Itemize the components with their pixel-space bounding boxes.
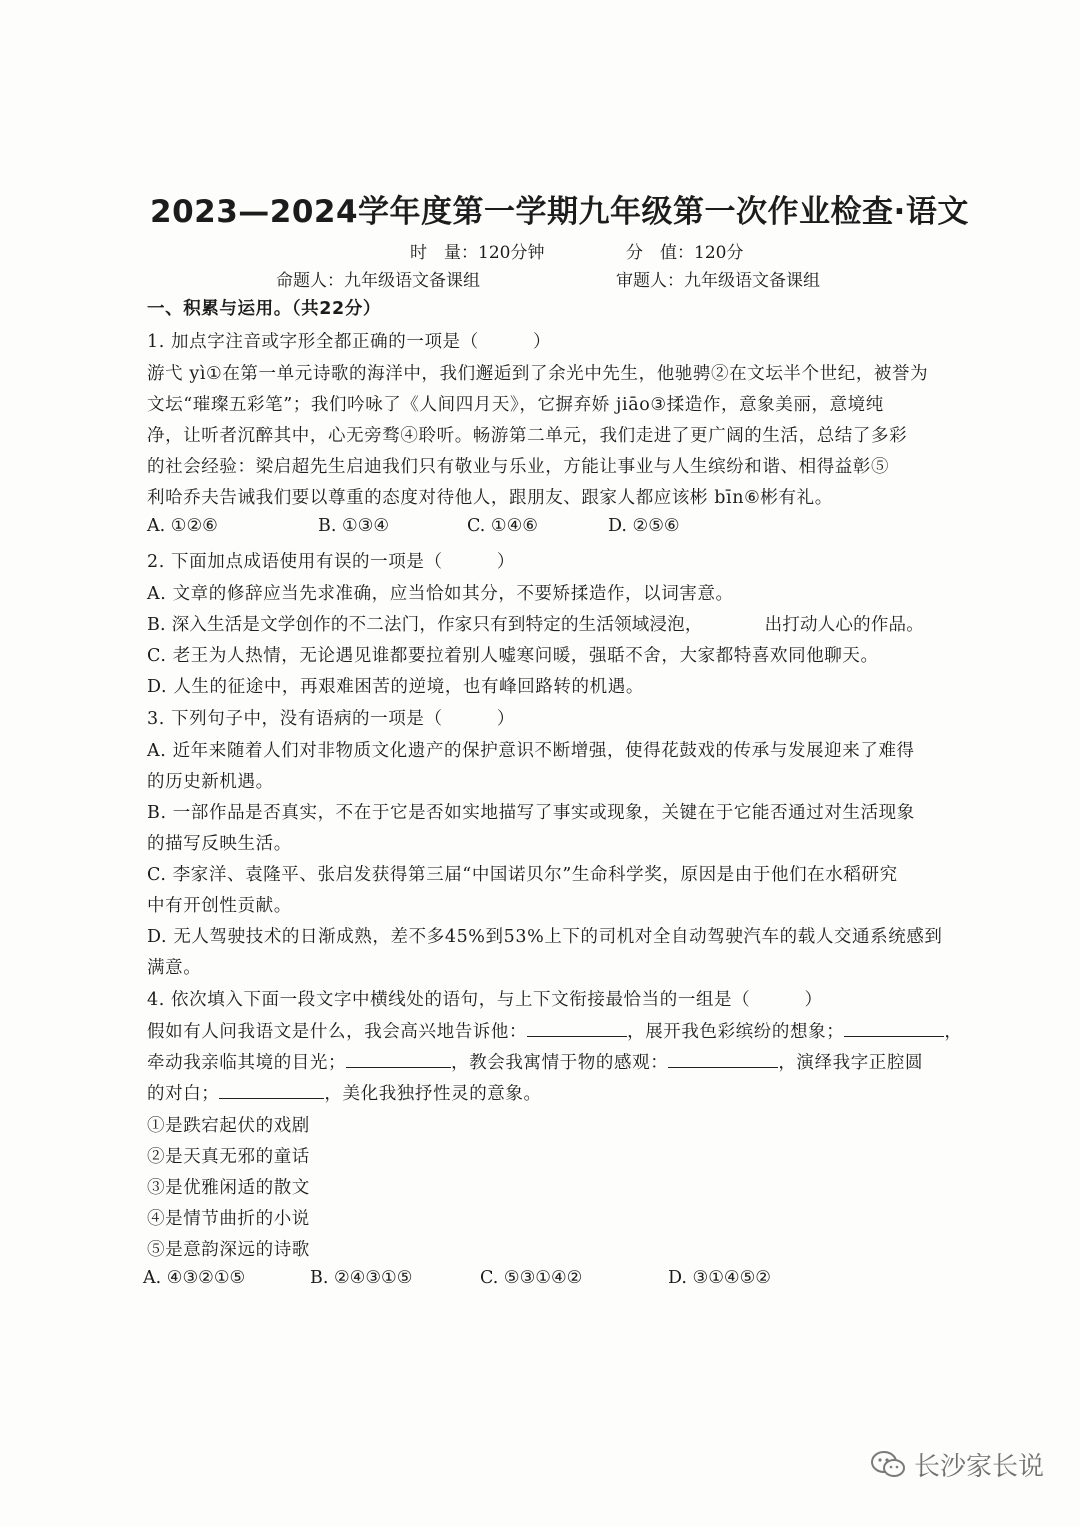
question-1-text-line: 游弋 yì①在第一单元诗歌的海洋中，我们邂逅到了余光中先生，他驰骋②在文坛半个世纪，被誉为	[147, 364, 929, 384]
question-2-stem: 2. 下面加点成语使用有误的一项是（ ）	[147, 552, 515, 572]
question-4-text-line	[147, 1080, 542, 1105]
exam-score: 分 值：120分	[626, 243, 744, 263]
question-3-text-line: D. 无人驾驶技术的日渐成熟，差不多45%到53%上下的司机对全自动驾驶汽车的载人交通系统感到	[147, 927, 943, 947]
question-1-option-b: B. ①③④	[318, 516, 390, 536]
question-1-text-line: 净，让听者沉醉其中，心无旁骛④聆听。畅游第二单元，我们走进了更广阔的生活，总结了多彩	[147, 426, 908, 446]
question-3-text-line: 的历史新机遇。	[147, 772, 274, 792]
text-segment: 假如有人问我语文是什么，我会高兴地告诉他：	[147, 1022, 528, 1042]
question-1-text-line: 文坛“璀璨五彩笔”；我们吟咏了《人间四月天》，它摒弃娇 jiāo③揉造作，意象美丽，意境纯	[147, 395, 884, 415]
question-1-option-c: C. ①④⑥	[467, 516, 538, 536]
question-1-stem: 1. 加点字注音或字形全都正确的一项是（ ）	[147, 332, 552, 352]
question-4-choice: ③是优雅闲适的散文	[147, 1178, 310, 1198]
text-segment: ，展开我色彩缤纷的想象；	[627, 1022, 845, 1042]
question-2-option-b: B. 深入生活是文学创作的不二法门，作家只有到特定的生活领域浸泡， 出打动人心的作品。	[147, 615, 924, 635]
question-1-option-a: A. ①②⑥	[147, 516, 218, 536]
watermark-text: 长沙家长说	[914, 1452, 1045, 1482]
question-4-option-a: A. ④③②①⑤	[143, 1268, 246, 1288]
fill-blank[interactable]	[844, 1022, 944, 1037]
question-4-text-line	[147, 1018, 962, 1043]
question-2-option-a: A. 文章的修辞应当先求准确，应当恰如其分，不要矫揉造作，以词害意。	[147, 584, 734, 604]
question-3-text-line: 的描写反映生活。	[147, 834, 292, 854]
question-4-choice: ②是天真无邪的童话	[147, 1147, 310, 1167]
question-3-text-line: C. 李家洋、袁隆平、张启发获得第三届“中国诺贝尔”生命科学奖，原因是由于他们在水稻研究	[147, 865, 898, 885]
question-3-stem: 3. 下列句子中，没有语病的一项是（ ）	[147, 709, 515, 729]
question-3-text-line: 满意。	[147, 958, 202, 978]
question-4-choice: ④是情节曲折的小说	[147, 1209, 310, 1229]
exam-author: 命题人：九年级语文备课组	[276, 271, 480, 291]
text-segment: 牵动我亲临其境的目光；	[147, 1053, 347, 1073]
exam-time: 时 量：120分钟	[410, 243, 545, 263]
question-3-text-line: B. 一部作品是否真实，不在于它是否如实地描写了事实或现象，关键在于它能否通过对生活现象	[147, 803, 915, 823]
section-heading: 一、积累与运用。（共22分）	[147, 299, 382, 319]
watermark	[870, 1446, 1044, 1483]
text-segment: 的对白；	[147, 1084, 220, 1104]
page-title: 2023—2024学年度第一学期九年级第一次作业检查·语文	[150, 194, 969, 230]
question-2-option-d: D. 人生的征途中，再艰难困苦的逆境，也有峰回路转的机遇。	[147, 677, 644, 697]
fill-blank[interactable]	[668, 1053, 778, 1068]
question-1-option-d: D. ②⑤⑥	[608, 516, 680, 536]
question-3-text-line: 中有开创性贡献。	[147, 896, 292, 916]
fill-blank[interactable]	[219, 1084, 324, 1099]
text-segment: ，演绎我字正腔圆	[778, 1053, 924, 1073]
exam-reviewer: 审题人：九年级语文备课组	[616, 271, 820, 291]
question-1-text-line: 利哈乔夫告诫我们要以尊重的态度对待他人，跟朋友、跟家人都应该彬 bīn⑥彬有礼。	[147, 488, 833, 508]
question-4-option-b: B. ②④③①⑤	[310, 1268, 413, 1288]
text-segment: ，教会我寓情于物的感观：	[451, 1053, 669, 1073]
wechat-icon	[870, 1450, 906, 1480]
question-1-text-line: 的社会经验：梁启超先生启迪我们只有敬业与乐业，方能让事业与人生缤纷和谐、相得益彰⑤	[147, 457, 890, 477]
question-4-option-d: D. ③①④⑤②	[668, 1268, 771, 1288]
fill-blank[interactable]	[527, 1022, 627, 1037]
question-3-text-line: A. 近年来随着人们对非物质文化遗产的保护意识不断增强，使得花鼓戏的传承与发展迎来了难得	[147, 741, 915, 761]
question-4-stem: 4. 依次填入下面一段文字中横线处的语句，与上下文衔接最恰当的一组是（ ）	[147, 990, 823, 1010]
fill-blank[interactable]	[346, 1053, 451, 1068]
question-4-option-c: C. ⑤③①④②	[480, 1268, 583, 1288]
question-4-choice: ⑤是意韵深远的诗歌	[147, 1240, 310, 1260]
question-4-text-line	[147, 1049, 923, 1074]
text-segment: ，	[944, 1022, 963, 1042]
question-4-choice: ①是跌宕起伏的戏剧	[147, 1116, 310, 1136]
text-segment: ，美化我独抒性灵的意象。	[324, 1084, 542, 1104]
question-2-option-c: C. 老王为人热情，无论遇见谁都要拉着别人嘘寒问暖，强聒不舍，大家都特喜欢同他聊天。	[147, 646, 879, 666]
